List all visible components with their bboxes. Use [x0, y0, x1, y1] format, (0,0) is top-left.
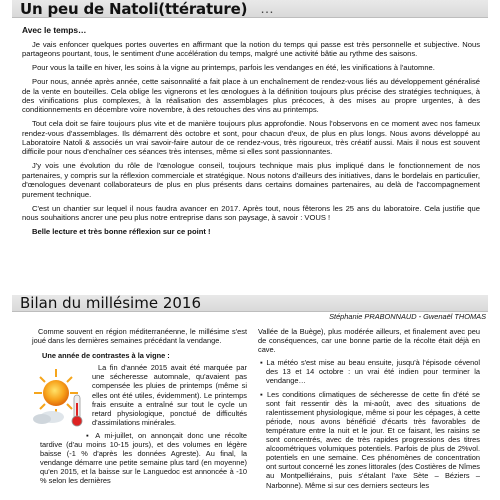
section2-title: Bilan du millésime 2016 — [20, 294, 201, 312]
sun-cloud-icon — [30, 365, 88, 431]
section2-header — [12, 295, 488, 312]
section1-title: Un peu de Natoli(ttérature) — [20, 0, 248, 18]
paragraph: Pour nous, année après année, cette saisonnalité a fait place à un enchaînement de rendez-vous liés au développement généralisé de la vente en bouteilles. Cela oblige les vignerons et les œnologues à la définition toujours plus précise des stratégies techniques, à des vinifications plus complexes, à la réalisation des assemblages plus précoces, à des mises au propre urgentes, à des conditionnements en décembre voire novembre, à des retouches des vins au printemps. — [22, 77, 480, 115]
paragraph: Tout cela doit se faire toujours plus vite et de manière toujours plus approfondie. Nous l'observons en ce moment avec nos fameux rendez-vous d'assemblages. Ils démarrent dès octobre et sont, pour chacun d'eux, de plus en plus longs. Nous avons développé au Laboratoire Natoli & associés un vrai savoir-faire autour de ce rendez-vous, très rigoureux, très créatif aussi. Mais il nous est souvent difficile pour nous d'enchaîner ces séances très intenses, même si elles sont passionnantes. — [22, 119, 480, 157]
paragraph: Pour vous la taille en hiver, les soins à la vigne au printemps, parfois les vendanges en été, les vinifications à l'automne. — [32, 63, 435, 73]
closing-line: Belle lecture et très bonne réflexion sur ce point ! — [32, 226, 211, 236]
left-column — [32, 327, 247, 490]
intro-paragraph: Comme souvent en région méditerranéenne, le millésime s'est joué dans les dernières semaines précédant la vendange. — [32, 327, 247, 346]
bullet-paragraph: ▪ A mi-juillet, on annonçait donc une récolte tardive (d'au moins 10-15 jours), et des volumes en légère baisse (-1 % d'après les données Agreste). Au final, la vendange démarre une petite semaine plus tard (en moyenne) qu'en 2015, et la baisse sur le Languedoc est annoncée à -10 % selon les dernières — [40, 430, 248, 486]
bullet-paragraph: ▪ Les conditions climatiques de sécheresse de cette fin d'été se sont fait ressentir dès la mi-août, avec des situations de ralentissement physiologique, même si pour les cépages, à cette période, nous avons bénéficié d'écarts très favorables de température entre la nuit et le jour. Et ce faisant, les raisins se sont concentrés, avec de très rapides progressions des titres alcoométriques volumiques potentiels. Parfois de plus de 2%vol. potentiels en une semaine. Ces phénomènes de concentration ont surtout concerné les zones littorales (des Costières de Nîmes au Montpelliérains, puis s'étalant l'axe Sète – Béziers – Narbonne). Même si sur ces derniers secteurs les — [260, 389, 480, 490]
section1-body — [22, 26, 480, 241]
bullet-text: Les conditions climatiques de sécheresse de cette fin d'été se sont fait ressentir dès la mi-août, avec des situations de ralentissement physiologique, même si pour les cépages, à cette période, nous avons bénéficié d'écarts très favorables de température entre la nuit et le jour. Et ce faisant, les raisins se sont concentrés, avec de très rapides progressions des titres alcoométriques volumiques potentiels. Parfois de plus de 2%vol. potentiels en une semaine. Ces phénomènes de concentration ont surtout concerné les zones littorales (des Costières de Nîmes au Montpelliérains, puis s'étalant l'axe Sète – Béziers – Narbonne). Même si sur ces derniers secteurs les — [266, 389, 480, 490]
paragraph: Vallée de la Buège), plus modérée ailleurs, et finalement avec peu de conséquences, car une bonne partie de la récolte était déjà en cave. — [258, 327, 480, 355]
bullet-text: La météo s'est mise au beau ensuite, jusqu'à l'épisode cévenol des 13 et 14 octobre : un vrai été indien pour terminer la vendange… — [266, 358, 480, 386]
paragraph: C'est un chantier sur lequel il nous faudra avancer en 2017. Après tout, nous fêterons les 25 ans du laboratoire. Cela justifie que nous souhaitions ancrer une peu plus notre entreprise dans son paysage, à savoir : VOUS ! — [22, 203, 480, 222]
intro-text: Avec le temps… — [22, 25, 87, 35]
weather-illustration — [30, 365, 88, 431]
section1-header — [12, 0, 488, 18]
paragraph: Je vais enfoncer quelques portes ouvertes en affirmant que la notion du temps qui passe est très personnelle et subjective. Nous partageons pourtant, tous, le sentiment d'une accélération du temps, malgré une activité bâtie au rythme des saisons. — [22, 39, 480, 59]
section1-title-suffix: … — [260, 0, 274, 16]
authors-line: Stéphanie PRABONNAUD - Gwenaël THOMAS — [329, 312, 486, 321]
paragraph: La fin d'année 2015 avait été marquée par une sécheresse automnale, qu'avaient pas compensée les pluies de printemps (même si elles ont été utiles, évidemment). Le printemps frais ensuite a entraîné sur tout le cycle un retard physiologique, ponctué de difficultés d'assimilations minérales. — [92, 363, 247, 427]
paragraph: J'y vois une évolution du rôle de l'œnologue conseil, toujours technique mais plus impliqué dans le fonctionnement de nos partenaires, y compris sur la réflexion commerciale et stratégique. Nous notons d'ailleurs des initiatives, dans le bordelais en particulier, d'œnologues devenant collaborateurs de plus en plus présents dans certains domaines partenaires, au delà de l'accompagnement purement technique. — [22, 161, 480, 199]
intro-line — [22, 26, 480, 35]
right-column — [258, 327, 480, 494]
subheading: Une année de contrastes à la vigne : — [42, 351, 170, 361]
bullet-text: A mi-juillet, on annonçait donc une récolte tardive (d'au moins 10-15 jours), et des volumes en légère baisse (-1 % d'après les données Agreste). Au final, la vendange démarre une petite semaine plus tard (en moyenne) qu'en 2015, et la baisse sur le Languedoc est annoncée à -10 % selon les dernières — [40, 430, 248, 486]
bullet-paragraph: ▪ La météo s'est mise au beau ensuite, jusqu'à l'épisode cévenol des 13 et 14 octobre : un vrai été indien pour terminer la vendange… — [260, 358, 480, 386]
